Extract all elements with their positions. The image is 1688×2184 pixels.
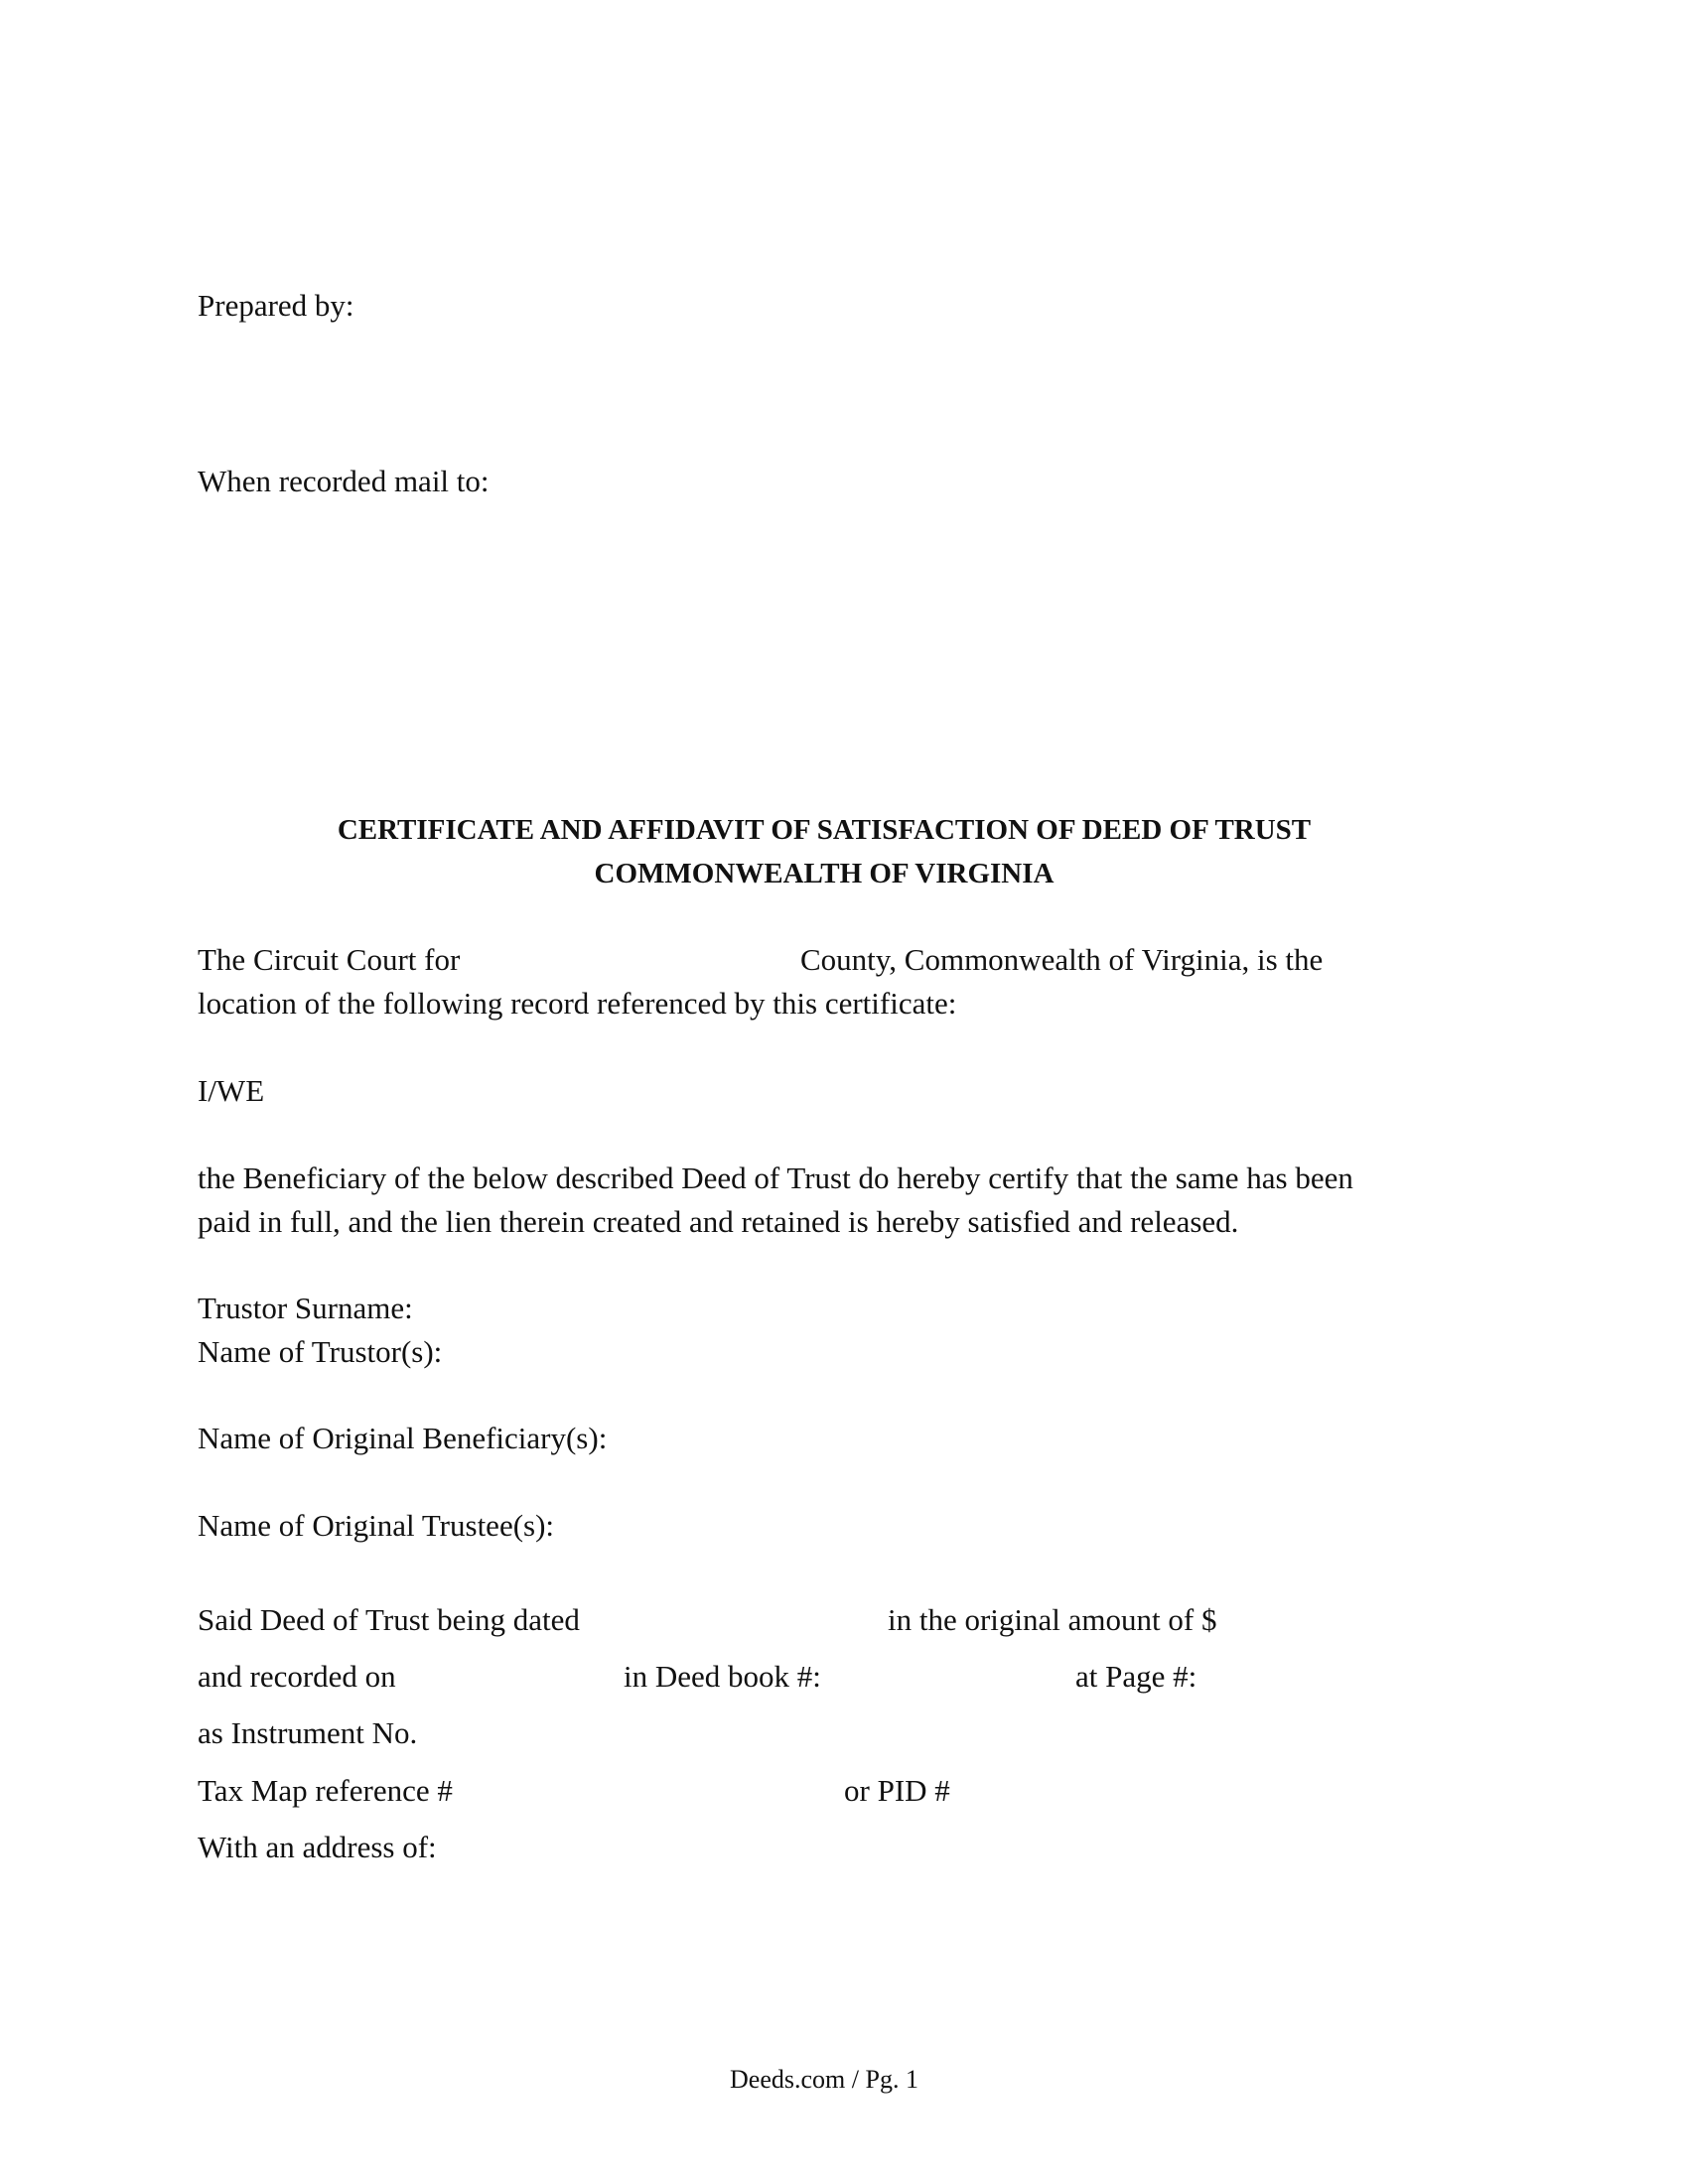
deed-book-label: in Deed book #: xyxy=(624,1659,821,1694)
mail-to-label: When recorded mail to: xyxy=(198,464,490,498)
prepared-by-label: Prepared by: xyxy=(198,288,354,323)
beneficiary-statement-line2: paid in full, and the lien therein created and retained is hereby satisfied and released. xyxy=(198,1204,1239,1239)
page-footer: Deeds.com / Pg. 1 xyxy=(730,2065,918,2094)
iwe-label: I/WE xyxy=(198,1073,265,1108)
original-trustee-label: Name of Original Trustee(s): xyxy=(198,1508,555,1543)
original-beneficiary-label: Name of Original Beneficiary(s): xyxy=(198,1421,608,1455)
tax-map-label: Tax Map reference # xyxy=(198,1773,453,1808)
instrument-number-label: as Instrument No. xyxy=(198,1715,418,1750)
trustor-surname-label: Trustor Surname: xyxy=(198,1291,413,1325)
court-location-line: location of the following record referenced by this certificate: xyxy=(198,986,957,1021)
beneficiary-statement-line1: the Beneficiary of the below described Deed of Trust do hereby certify that the same has been xyxy=(198,1160,1353,1195)
address-label: With an address of: xyxy=(198,1830,437,1864)
trustor-names-label: Name of Trustor(s): xyxy=(198,1334,443,1369)
deed-dated-label: Said Deed of Trust being dated xyxy=(198,1602,580,1637)
court-suffix: County, Commonwealth of Virginia, is the xyxy=(800,942,1324,977)
page-number-label: at Page #: xyxy=(1075,1659,1197,1694)
document-subtitle: COMMONWEALTH OF VIRGINIA xyxy=(594,858,1055,889)
pid-label: or PID # xyxy=(844,1773,950,1808)
court-prefix: The Circuit Court for xyxy=(198,942,461,977)
original-amount-label: in the original amount of $ xyxy=(888,1602,1217,1637)
document-title: CERTIFICATE AND AFFIDAVIT OF SATISFACTION OF DEED OF TRUST xyxy=(337,814,1312,846)
recorded-on-label: and recorded on xyxy=(198,1659,396,1694)
